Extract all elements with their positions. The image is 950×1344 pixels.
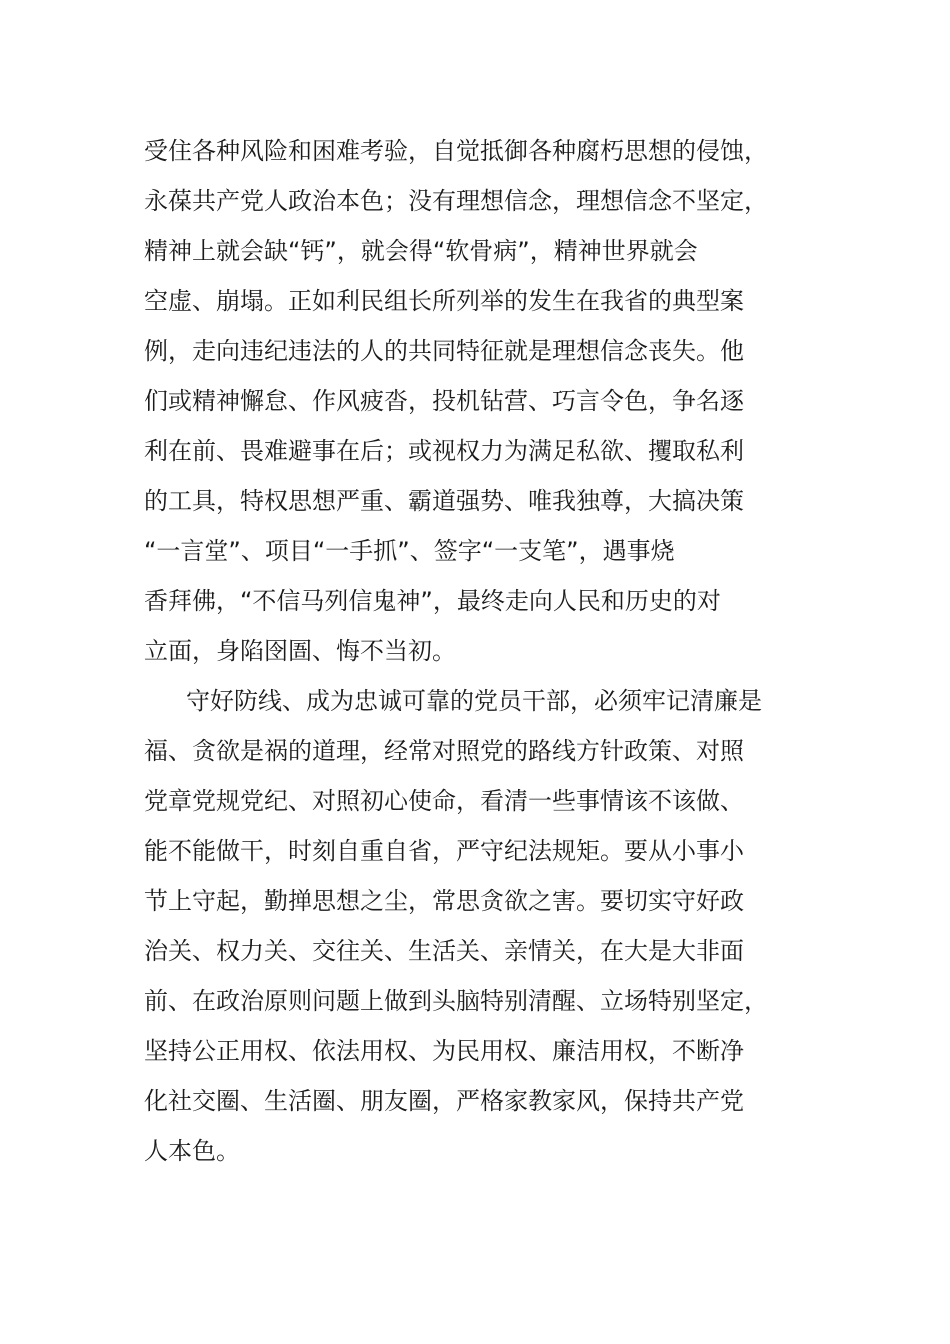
paragraph-2-line: 福、贪欲是祸的道理，经常对照党的路线方针政策、对照 xyxy=(144,737,744,765)
paragraph-1-line: 精神上就会缺“钙”，就会得“软骨病”，精神世界就会 xyxy=(144,237,698,265)
paragraph-2-line: 化社交圈、生活圈、朋友圈，严格家教家风，保持共产党 xyxy=(144,1087,744,1115)
paragraph-2-line: 治关、权力关、交往关、生活关、亲情关，在大是大非面 xyxy=(144,937,744,965)
paragraph-2-line: 坚持公正用权、依法用权、为民用权、廉洁用权，不断净 xyxy=(144,1037,744,1065)
paragraph-2-line: 前、在政治原则问题上做到头脑特别清醒、立场特别坚定， xyxy=(144,987,768,1015)
paragraph-1-line: 例，走向违纪违法的人的共同特征就是理想信念丧失。他 xyxy=(144,337,744,365)
paragraph-1-line: 受住各种风险和困难考验，自觉抵御各种腐朽思想的侵蚀， xyxy=(144,137,768,165)
paragraph-1-line: 们或精神懈怠、作风疲沓，投机钻营、巧言令色，争名逐 xyxy=(144,387,744,415)
body-text xyxy=(144,126,804,1176)
paragraph-1-line: 空虚、崩塌。正如利民组长所列举的发生在我省的典型案 xyxy=(144,287,744,315)
paragraph-1-line: 的工具，特权思想严重、霸道强势、唯我独尊，大搞决策 xyxy=(144,487,744,515)
paragraph-1-line: 利在前、畏难避事在后；或视权力为满足私欲、攫取私利 xyxy=(144,437,744,465)
paragraph-2-line: 能不能做干，时刻自重自省，严守纪法规矩。要从小事小 xyxy=(144,837,744,865)
paragraph-2-line: 节上守起，勤掸思想之尘，常思贪欲之害。要切实守好政 xyxy=(144,887,744,915)
paragraph-2-line: 守好防线、成为忠诚可靠的党员干部，必须牢记清廉是 xyxy=(186,687,762,715)
paragraph-2-line: 党章党规党纪、对照初心使命，看清一些事情该不该做、 xyxy=(144,787,744,815)
paragraph-2-line: 人本色。 xyxy=(144,1137,240,1165)
paragraph-1-line: 永葆共产党人政治本色；没有理想信念，理想信念不坚定， xyxy=(144,187,768,215)
paragraph-1-line: 香拜佛，“不信马列信鬼神”，最终走向人民和历史的对 xyxy=(144,587,721,615)
paragraph-1-line: 立面，身陷囹圄、悔不当初。 xyxy=(144,637,456,665)
paragraph-1-line: “一言堂”、项目“一手抓”、签字“一支笔”，遇事烧 xyxy=(144,537,675,565)
